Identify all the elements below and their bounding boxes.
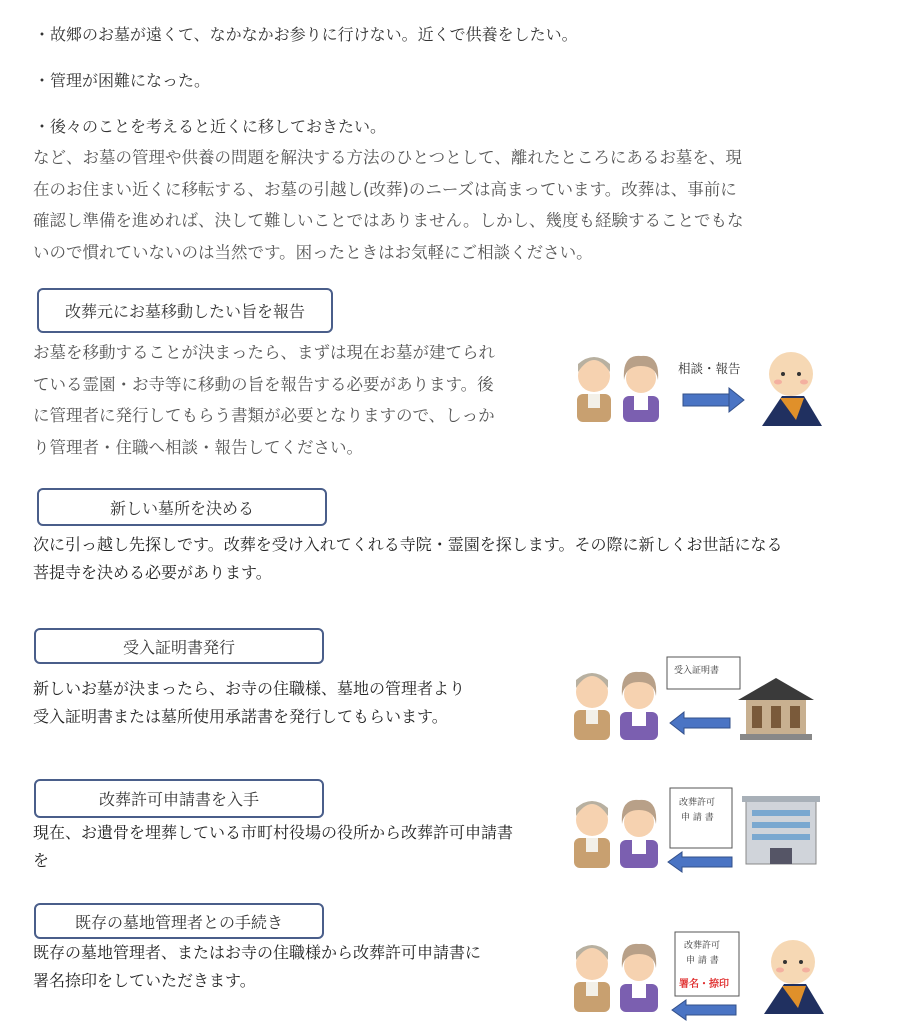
intro-line: など、お墓の管理や供養の問題を解決する方法のひとつとして、離れたところにあるお墓を、現: [33, 148, 742, 167]
intro-line: 確認し準備を進めれば、決して難しいことではありません。しかし、幾度も経験することでもな: [33, 211, 744, 230]
step-1-line: に管理者に発行してもらう書類が必要となりますので、しっか: [33, 406, 495, 425]
step-3-line: 受入証明書または墓所使用承諾書を発行してもらいます。: [33, 707, 448, 726]
elderly-woman-icon: [623, 356, 659, 422]
elderly-woman-icon: [620, 944, 658, 1012]
elderly-man-icon: [574, 801, 610, 868]
step-1-line: り管理者・住職へ相談・報告してください。: [33, 437, 363, 457]
arrow-left-icon: [672, 1000, 736, 1020]
intro-paragraph: [33, 142, 833, 268]
step-1-title: 改葬元にお墓移動したい旨を報告: [37, 288, 333, 333]
document-icon: [670, 788, 732, 848]
step-5-text: [33, 939, 481, 995]
step-5-title: 既存の墓地管理者との手続き: [34, 903, 324, 939]
document-icon: [675, 932, 739, 996]
step-3-title: 受入証明書発行: [34, 628, 324, 664]
arrow-right-icon: [683, 388, 744, 412]
step-2-line: 次に引っ越し先探しです。改葬を受け入れてくれる寺院・霊園を探します。その際に新しくお世話になる: [33, 535, 783, 554]
document-line: 申 請 書: [681, 813, 714, 823]
elderly-man-icon: [574, 945, 610, 1012]
step-1-line: ている霊園・お寺等に移動の旨を報告する必要があります。後: [33, 374, 494, 394]
priest-icon: [764, 940, 824, 1014]
illustration-couple-to-priest: [570, 346, 830, 428]
elderly-man-icon: [574, 673, 610, 740]
step-1-line: お墓を移動することが決まったら、まずは現在お墓が建てられ: [33, 343, 495, 362]
intro-line: 在のお住まい近くに移転する、お墓の引越し(改葬)のニーズは高まっています。改葬は、事前に: [33, 179, 737, 199]
arrow-left-icon: [668, 852, 732, 872]
city-office-icon: [742, 796, 820, 864]
step-3-text: [33, 675, 465, 731]
illustration-application-from-city-office: [570, 786, 832, 878]
bullet-2: ・管理が困難になった。: [34, 71, 211, 90]
step-5-line: 既存の墓地管理者、またはお寺の住職様から改葬許可申請書に: [33, 943, 482, 962]
document-label: 受入証明書: [674, 666, 720, 676]
document-icon: [667, 657, 740, 689]
illustration-signature-from-priest: [570, 930, 832, 1022]
document-line: 申 請 書: [686, 956, 719, 966]
intro-line: いので慣れていないのは当然です。困ったときはお気軽にご相談ください。: [33, 242, 593, 262]
step-2-text: [33, 531, 782, 587]
step-5-line: 署名捺印をしていただきます。: [33, 971, 256, 990]
step-2-line: 菩提寺を決める必要があります。: [33, 563, 272, 582]
step-1-text: [33, 337, 563, 463]
step-3-line: 新しいお墓が決まったら、お寺の住職様、墓地の管理者より: [33, 679, 466, 698]
temple-icon: [738, 678, 814, 740]
document-line: 改葬許可: [679, 798, 716, 808]
step-4-line: 現在、お遺骨を埋葬している市町村役場の役所から改葬許可申請書: [33, 823, 514, 842]
arrow-left-icon: [670, 712, 730, 734]
step-4-line: を: [33, 851, 50, 870]
elderly-woman-icon: [620, 672, 658, 740]
elderly-man-icon: [577, 357, 611, 422]
bullet-3: ・後々のことを考えると近くに移しておきたい。: [34, 117, 387, 136]
step-4-text: [33, 819, 513, 875]
document-line: 改葬許可: [684, 941, 721, 951]
illustration-certificate-from-temple: [570, 656, 832, 746]
stamp-label: 署名・捺印: [679, 979, 729, 990]
elderly-woman-icon: [620, 800, 658, 868]
step-4-title: 改葬許可申請書を入手: [34, 779, 324, 818]
bullet-1: ・故郷のお墓が遠くて、なかなかお参りに行けない。近くで供養をしたい。: [34, 25, 578, 44]
step-2-title: 新しい墓所を決める: [37, 488, 327, 526]
priest-icon: [762, 352, 822, 426]
illustration-label: 相談・報告: [678, 361, 741, 376]
